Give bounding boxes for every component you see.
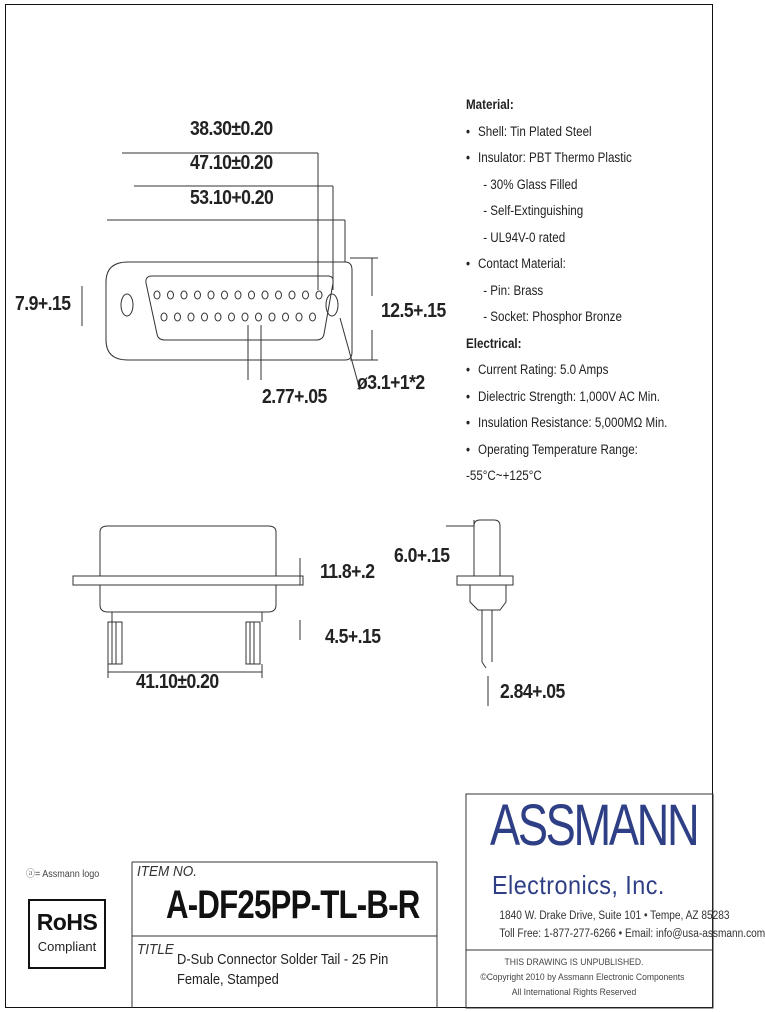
side-shell-top: [100, 526, 276, 576]
dim-47: 47.10±0.20: [190, 152, 273, 174]
dim-53: 53.10+0.20: [190, 187, 274, 209]
contact-bottom: [242, 313, 248, 321]
dim-hole: ø3.1+1*2: [357, 372, 425, 394]
dim-side-height: 11.8+.2: [320, 561, 375, 583]
contact-bottom: [215, 313, 221, 321]
contact-bottom: [188, 313, 194, 321]
spec-contact: • Contact Material:: [466, 251, 681, 278]
logo-note: ⓐ= Assmann logo: [26, 869, 100, 880]
electrical-heading: Electrical:: [466, 335, 522, 351]
spec-current: • Current Rating: 5.0 Amps: [466, 357, 681, 384]
company-contact: Toll Free: 1-877-277-6266 • Email: info@usa-assmann.com: [499, 928, 765, 940]
rohs-compliant: Compliant: [37, 939, 97, 954]
dim-side-tail: 4.5+.15: [325, 626, 381, 648]
contact-bottom: [175, 313, 181, 321]
end-view-flange: [457, 576, 513, 585]
dim-end-height: 6.0+.15: [394, 545, 450, 567]
contact-top: [222, 291, 228, 299]
dim-38: 38.30±0.20: [190, 118, 273, 140]
side-pins-right: [246, 622, 260, 664]
company-logo: ASSMANN: [490, 793, 698, 858]
contact-top: [303, 291, 309, 299]
contact-bottom: [269, 313, 275, 321]
dim-height-left: 7.9+.15: [15, 293, 71, 315]
contact-top: [154, 291, 160, 299]
company-subtitle: Electronics, Inc.: [492, 870, 665, 900]
contact-top: [262, 291, 268, 299]
spec-ins-3: - UL94V-0 rated: [483, 229, 566, 245]
contact-top: [208, 291, 214, 299]
spec-insulator: • Insulator: PBT Thermo Plastic: [466, 145, 681, 172]
contact-bottom: [202, 313, 208, 321]
contact-bottom: [161, 313, 167, 321]
dim-pitch: 2.77+.05: [262, 386, 327, 408]
mount-hole-right: [326, 294, 338, 316]
contact-bottom: [283, 313, 289, 321]
copyright: ©Copyright 2010 by Assmann Electronic Components: [480, 972, 685, 983]
material-heading: Material:: [466, 97, 514, 112]
end-view-base: [470, 585, 506, 610]
side-flange: [73, 576, 303, 585]
contact-top: [195, 291, 201, 299]
spec-temp: • Operating Temperature Range: -55°C~+125°C: [466, 437, 681, 490]
notice: THIS DRAWING IS UNPUBLISHED.: [504, 957, 644, 968]
contact-array: [154, 291, 322, 321]
shell-outline: [106, 262, 352, 360]
end-view-body: [474, 520, 500, 576]
item-label: ITEM NO.: [137, 863, 198, 880]
contact-top: [181, 291, 187, 299]
spec-pin: - Pin: Brass: [483, 282, 544, 298]
rohs-label: RoHS: [36, 909, 98, 935]
title-label: TITLE: [137, 941, 174, 958]
side-pins-left: [108, 622, 122, 664]
spec-insulation: • Insulation Resistance: 5,000MΩ Min.: [466, 410, 681, 437]
part-number: A-DF25PP-TL-B-R: [166, 883, 420, 927]
contact-top: [168, 291, 174, 299]
dim-end-pitch: 2.84+.05: [500, 681, 565, 703]
spec-shell: • Shell: Tin Plated Steel: [466, 119, 681, 146]
contact-bottom: [256, 313, 262, 321]
rights: All International Rights Reserved: [511, 987, 637, 998]
spec-socket: - Socket: Phosphor Bronze: [483, 309, 622, 324]
spec-dielectric: • Dielectric Strength: 1,000V AC Min.: [466, 384, 681, 411]
contact-top: [249, 291, 255, 299]
spec-ins-1: - 30% Glass Filled: [483, 176, 578, 192]
dim-side-width: 41.10±0.20: [136, 671, 219, 693]
dim-height-right: 12.5+.15: [381, 300, 446, 322]
contact-top: [289, 291, 295, 299]
company-address: 1840 W. Drake Drive, Suite 101 • Tempe, AZ 85283: [499, 910, 730, 922]
rohs-badge: [28, 899, 106, 969]
contact-bottom: [229, 313, 235, 321]
title-text: D-Sub Connector Solder Tail - 25 Pin Female, Stamped: [177, 951, 389, 988]
spec-ins-2: - Self-Extinguishing: [483, 203, 584, 218]
specifications: [466, 92, 681, 490]
insulator-outline: [146, 276, 333, 340]
contact-top: [235, 291, 241, 299]
side-shell-bottom: [100, 585, 276, 612]
contact-bottom: [310, 313, 316, 321]
contact-bottom: [296, 313, 302, 321]
contact-top: [276, 291, 282, 299]
contact-top: [316, 291, 322, 299]
mount-hole-left: [121, 294, 133, 316]
